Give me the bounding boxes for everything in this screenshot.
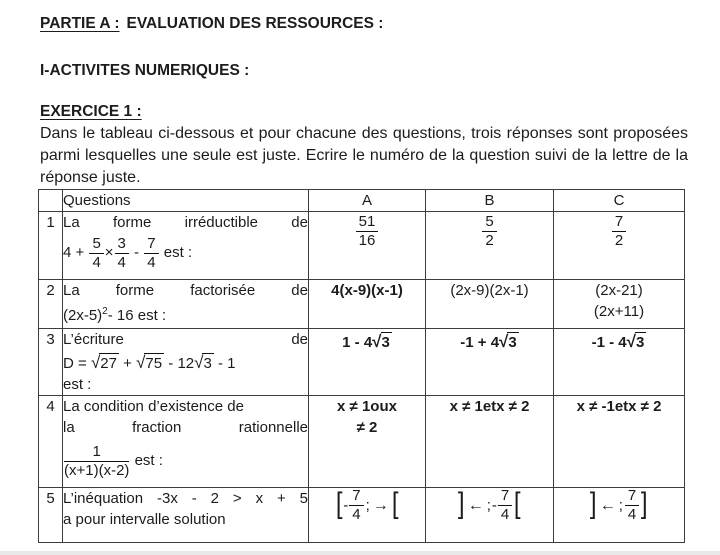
open-bracket: [ bbox=[391, 487, 399, 521]
sqrt-75: √ 75 bbox=[136, 353, 163, 372]
left-arrow: ← bbox=[467, 496, 484, 514]
q1-expr-pre: 4 + bbox=[63, 244, 89, 262]
minus-sign: - bbox=[129, 244, 144, 262]
q3-answer-c: -1 - 4 √ 3 bbox=[554, 329, 685, 396]
close-bracket: ] bbox=[590, 487, 597, 521]
q2-answer-a: 4(x-9)(x-1) bbox=[309, 280, 426, 329]
q3-line3: est : bbox=[63, 376, 92, 393]
qcm-table bbox=[38, 189, 685, 543]
q5-answer-b bbox=[426, 488, 554, 543]
exponent-2: 2 bbox=[102, 306, 108, 317]
fraction-7-2: $\frac{7}{2}$ bbox=[611, 214, 627, 249]
fraction-5-2: $\frac{5}{2}$ bbox=[481, 214, 497, 249]
partie-heading bbox=[40, 14, 684, 34]
partie-rest: EVALUATION DES RESSOURCES : bbox=[126, 15, 384, 32]
q4-answer-c: x ≠ -1etx ≠ 2 bbox=[554, 396, 685, 488]
q4-line1: La condition d’existence de bbox=[63, 398, 244, 415]
q3-number: 3 bbox=[39, 329, 63, 396]
table-header-row bbox=[39, 190, 685, 212]
sqrt-3: √ 3 bbox=[499, 332, 517, 351]
sqrt-3: √ 3 bbox=[372, 332, 390, 351]
q5-number: 5 bbox=[39, 488, 63, 543]
right-arrow: → bbox=[372, 496, 389, 514]
fraction-7-4: $\frac{7}{4}$ bbox=[497, 488, 513, 523]
q1-expr-post: est : bbox=[159, 244, 193, 262]
q2-line1: La forme factorisée de bbox=[63, 282, 308, 299]
exercice-label: EXERCICE 1 : bbox=[40, 103, 142, 120]
question-row-2 bbox=[39, 280, 685, 329]
open-bracket: [ bbox=[514, 487, 521, 521]
photo-bottom-shadow bbox=[0, 551, 720, 555]
q5-answer-a bbox=[309, 488, 426, 543]
question-row-3 bbox=[39, 329, 685, 396]
q2-line2: $(2x-5)^2-$ 16 est : bbox=[63, 306, 167, 324]
interval-c: ] ← ; $\frac{7}{4}$ ] bbox=[590, 487, 648, 523]
q1-number: 1 bbox=[39, 212, 63, 280]
q3-answer-b: -1 + 4 √ 3 bbox=[426, 329, 554, 396]
open-bracket: [ bbox=[335, 487, 343, 521]
q3-expression: D = √ 27 + √ 75 - 12 √ 3 - 1 bbox=[63, 353, 236, 372]
q1-answer-c bbox=[554, 212, 685, 280]
interval-b: ] ← ; - $\frac{7}{4}$ [ bbox=[458, 487, 521, 523]
q5-answer-c bbox=[554, 488, 685, 543]
header-block bbox=[0, 0, 720, 189]
question-row-1 bbox=[39, 212, 685, 280]
header-a-cell: A bbox=[309, 190, 426, 212]
partie-label: PARTIE A : bbox=[40, 15, 120, 32]
fraction-7-4: $\frac{7}{4}$ bbox=[624, 488, 640, 523]
q2-answer-b: (2x-9)(2x-1) bbox=[426, 280, 554, 329]
q4-answer-a: x ≠ 1oux ≠ 2 bbox=[309, 396, 426, 488]
q3-line1: L’écriture de bbox=[63, 331, 308, 348]
close-bracket: ] bbox=[458, 487, 465, 521]
exercise-instructions: Dans le tableau ci-dessous et pour chacune des questions, trois réponses sont proposées parmi lesquelles une seule est juste. Ecrire le numéro de la question suivi de la lettre de la réponse juste. bbox=[40, 125, 688, 186]
q5-question-cell bbox=[63, 488, 309, 543]
sqrt-3: √ 3 bbox=[194, 353, 212, 372]
multiply-sign: × bbox=[104, 244, 114, 262]
fraction-7-4: $\frac{7}{4}$ bbox=[143, 236, 159, 271]
q2-number: 2 bbox=[39, 280, 63, 329]
q1-question-cell bbox=[63, 212, 309, 280]
close-bracket: ] bbox=[641, 487, 648, 521]
interval-a: [ - $\frac{7}{4}$ ; → [ bbox=[335, 487, 399, 523]
q2-question-cell bbox=[63, 280, 309, 329]
sqrt-27: √ 27 bbox=[90, 353, 117, 372]
q4-answer-b: x ≠ 1etx ≠ 2 bbox=[426, 396, 554, 488]
sqrt-3: √ 3 bbox=[626, 332, 645, 351]
q4-number: 4 bbox=[39, 396, 63, 488]
section-heading: I-ACTIVITES NUMERIQUES : bbox=[40, 62, 250, 79]
header-b-cell: B bbox=[426, 190, 554, 212]
q4-expression: $\frac{1}{(x+1)(x-2)}$ est : bbox=[64, 443, 163, 479]
q1-answer-a bbox=[309, 212, 426, 280]
rational-fraction: $\frac{1}{(x+1)(x-2)}$ bbox=[64, 443, 130, 479]
q4-line2: la fraction rationnelle bbox=[63, 419, 308, 436]
question-row-5 bbox=[39, 488, 685, 543]
left-arrow: ← bbox=[599, 496, 616, 514]
header-num-cell bbox=[39, 190, 63, 212]
header-c-cell: C bbox=[554, 190, 685, 212]
q3-answer-a: 1 - 4 √ 3 bbox=[309, 329, 426, 396]
q1-line1: La forme irréductible de bbox=[63, 214, 308, 231]
fraction-3-4: $\frac{3}{4}$ bbox=[114, 236, 130, 271]
q4-question-cell bbox=[63, 396, 309, 488]
q1-expression bbox=[63, 236, 308, 271]
fraction-5-4: $\frac{5}{4}$ bbox=[88, 236, 104, 271]
q1-answer-b bbox=[426, 212, 554, 280]
fraction-51-16: $\frac{51}{16}$ bbox=[355, 214, 380, 249]
exercice-heading bbox=[40, 102, 684, 122]
question-row-4 bbox=[39, 396, 685, 488]
header-questions-cell: Questions bbox=[63, 190, 309, 212]
q5-line2: a pour intervalle solution bbox=[63, 511, 226, 528]
q2-answer-c: (2x-21) (2x+11) bbox=[554, 280, 685, 329]
q5-line1: L’inéquation -3x - 2 > x + 5 bbox=[63, 490, 308, 507]
q3-question-cell bbox=[63, 329, 309, 396]
fraction-7-4: $\frac{7}{4}$ bbox=[348, 488, 364, 523]
